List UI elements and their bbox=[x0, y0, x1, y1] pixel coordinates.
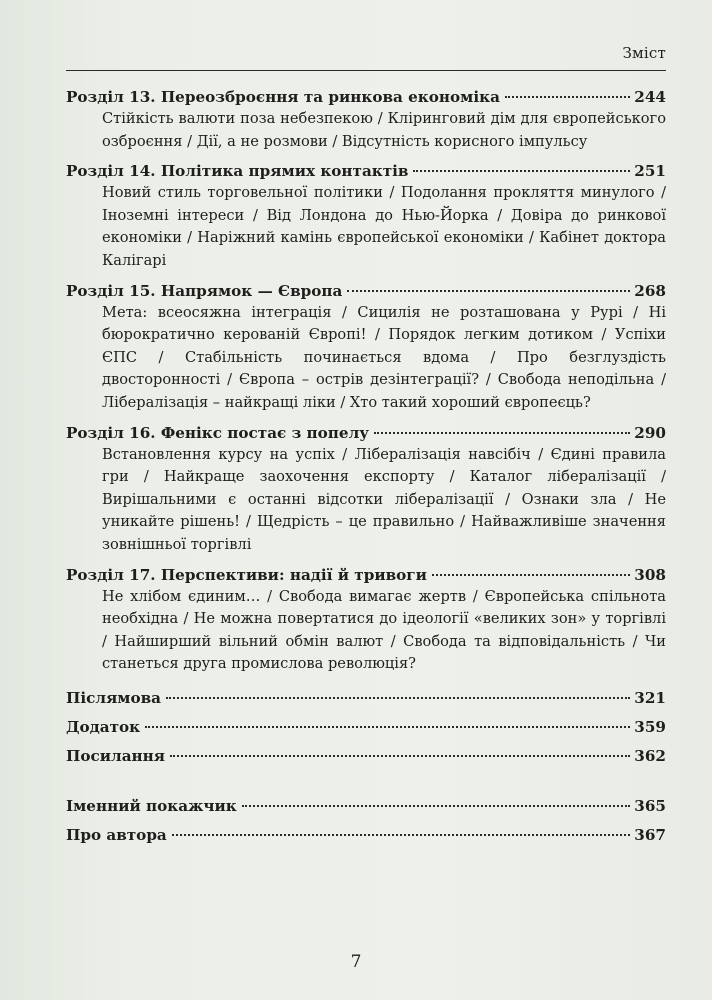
chapter-subtopics: Не хлібом єдиним… / Свобода вимагає жертв / Європейська спільнота необхідна / Не можна повертатися до ідеології «великих зон» у торгівлі / Найширший вільний обмін валют / Свобода та відповідальність / Чи станеться друга промислова революція? bbox=[102, 587, 666, 673]
toc-entry-head[interactable] bbox=[66, 160, 666, 182]
toc-entry-chapter-15 bbox=[66, 280, 666, 415]
dot-leader bbox=[172, 834, 631, 836]
chapter-title: Розділ 13. Переозброєння та ринкова економіка bbox=[66, 88, 500, 106]
section-title: Про автора bbox=[66, 825, 167, 844]
chapter-subtopics: Стійкість валюти поза небезпекою / Кліринговий дім для європейського озброєння / Дії, а не розмови / Відсутність корисного імпульсу bbox=[102, 110, 666, 150]
toc-entry-chapter-17 bbox=[66, 564, 666, 676]
toc-entry-head[interactable] bbox=[66, 564, 666, 586]
chapter-page-number: 308 bbox=[634, 565, 666, 584]
section-title: Посилання bbox=[66, 746, 165, 765]
chapter-title: Розділ 14. Політика прямих контактів bbox=[66, 162, 409, 181]
chapter-page-number: 251 bbox=[634, 162, 666, 181]
folio-page-number: 7 bbox=[350, 952, 362, 972]
chapter-subtopics: Мета: всеосяжна інтеграція / Сицилія не розташована у Рурі / Ні бюрократично керованій Європі! / Порядок легким дотиком / Успіхи ЄПС / Стабільність починається вдома / Про безглуздість двосторонності / Європа – острів дезінтеграції? / Свобода неподільна / Лібералізація – найкращі ліки / Хто такий хороший європеєць? bbox=[102, 303, 666, 411]
chapter-title: Розділ 17. Перспективи: надії й тривоги bbox=[66, 565, 427, 584]
section-title: Іменний покажчик bbox=[66, 796, 237, 815]
section-page-number: 362 bbox=[634, 746, 666, 765]
toc-entry-afterword bbox=[66, 687, 666, 709]
toc-entry-head[interactable] bbox=[66, 687, 666, 709]
section-title: Додаток bbox=[66, 717, 141, 736]
toc-entry-appendix bbox=[66, 716, 666, 738]
section-title: Післямова bbox=[66, 688, 162, 707]
dot-leader bbox=[145, 726, 630, 728]
dot-leader bbox=[166, 697, 630, 699]
chapter-page-number: 290 bbox=[634, 423, 666, 442]
dot-leader bbox=[347, 290, 630, 292]
toc-entry-about-author bbox=[66, 824, 666, 846]
toc-entry-head[interactable] bbox=[66, 280, 666, 302]
toc-entry-chapter-13 bbox=[66, 86, 666, 153]
section-page-number: 321 bbox=[634, 688, 666, 707]
toc-entry-head[interactable] bbox=[66, 795, 666, 817]
dot-leader bbox=[432, 574, 630, 576]
toc-entry-chapter-16 bbox=[66, 422, 666, 557]
running-head-title: Зміст bbox=[622, 44, 666, 62]
dot-leader bbox=[374, 432, 630, 434]
toc-entry-head[interactable] bbox=[66, 422, 666, 444]
chapter-page-number: 244 bbox=[634, 88, 666, 106]
chapter-subtopics: Встановлення курсу на успіх / Лібералізація навсібіч / Єдині правила гри / Найкраще заохочення експорту / Каталог лібералізації / Вирішальними є останні відсотки лібералізації / Ознаки зла / Не уникайте рішень! / Щедрість – це правильно / Найважливіше значення зовнішньої торгівлі bbox=[102, 445, 666, 553]
toc-entry-head[interactable] bbox=[66, 745, 666, 767]
toc-entry-head[interactable] bbox=[66, 824, 666, 846]
chapter-page-number: 268 bbox=[634, 281, 666, 300]
section-page-number: 365 bbox=[634, 796, 666, 815]
toc-entry-chapter-14 bbox=[66, 160, 666, 272]
toc-entry-head[interactable] bbox=[66, 716, 666, 738]
toc-entry-references bbox=[66, 745, 666, 767]
section-page-number: 367 bbox=[634, 825, 666, 844]
toc-entry-name-index bbox=[66, 795, 666, 817]
dot-leader bbox=[170, 755, 630, 757]
chapter-title: Розділ 16. Фенікс постає з попелу bbox=[66, 423, 370, 442]
chapter-title: Розділ 15. Напрямок — Європа bbox=[66, 281, 343, 300]
dot-leader bbox=[413, 170, 630, 172]
running-head bbox=[66, 40, 666, 71]
dot-leader bbox=[505, 96, 630, 98]
table-of-contents bbox=[66, 86, 666, 853]
section-page-number: 359 bbox=[634, 717, 666, 736]
chapter-subtopics: Новий стиль торговельної політики / Подолання прокляття минулого / Іноземні інтереси / Від Лондона до Нью-Йорка / Довіра до ринкової економіки / Наріжний камінь європейської економіки / Кабінет доктора Калігарі bbox=[102, 184, 666, 269]
toc-entry-head[interactable] bbox=[66, 86, 666, 108]
dot-leader bbox=[242, 805, 631, 807]
